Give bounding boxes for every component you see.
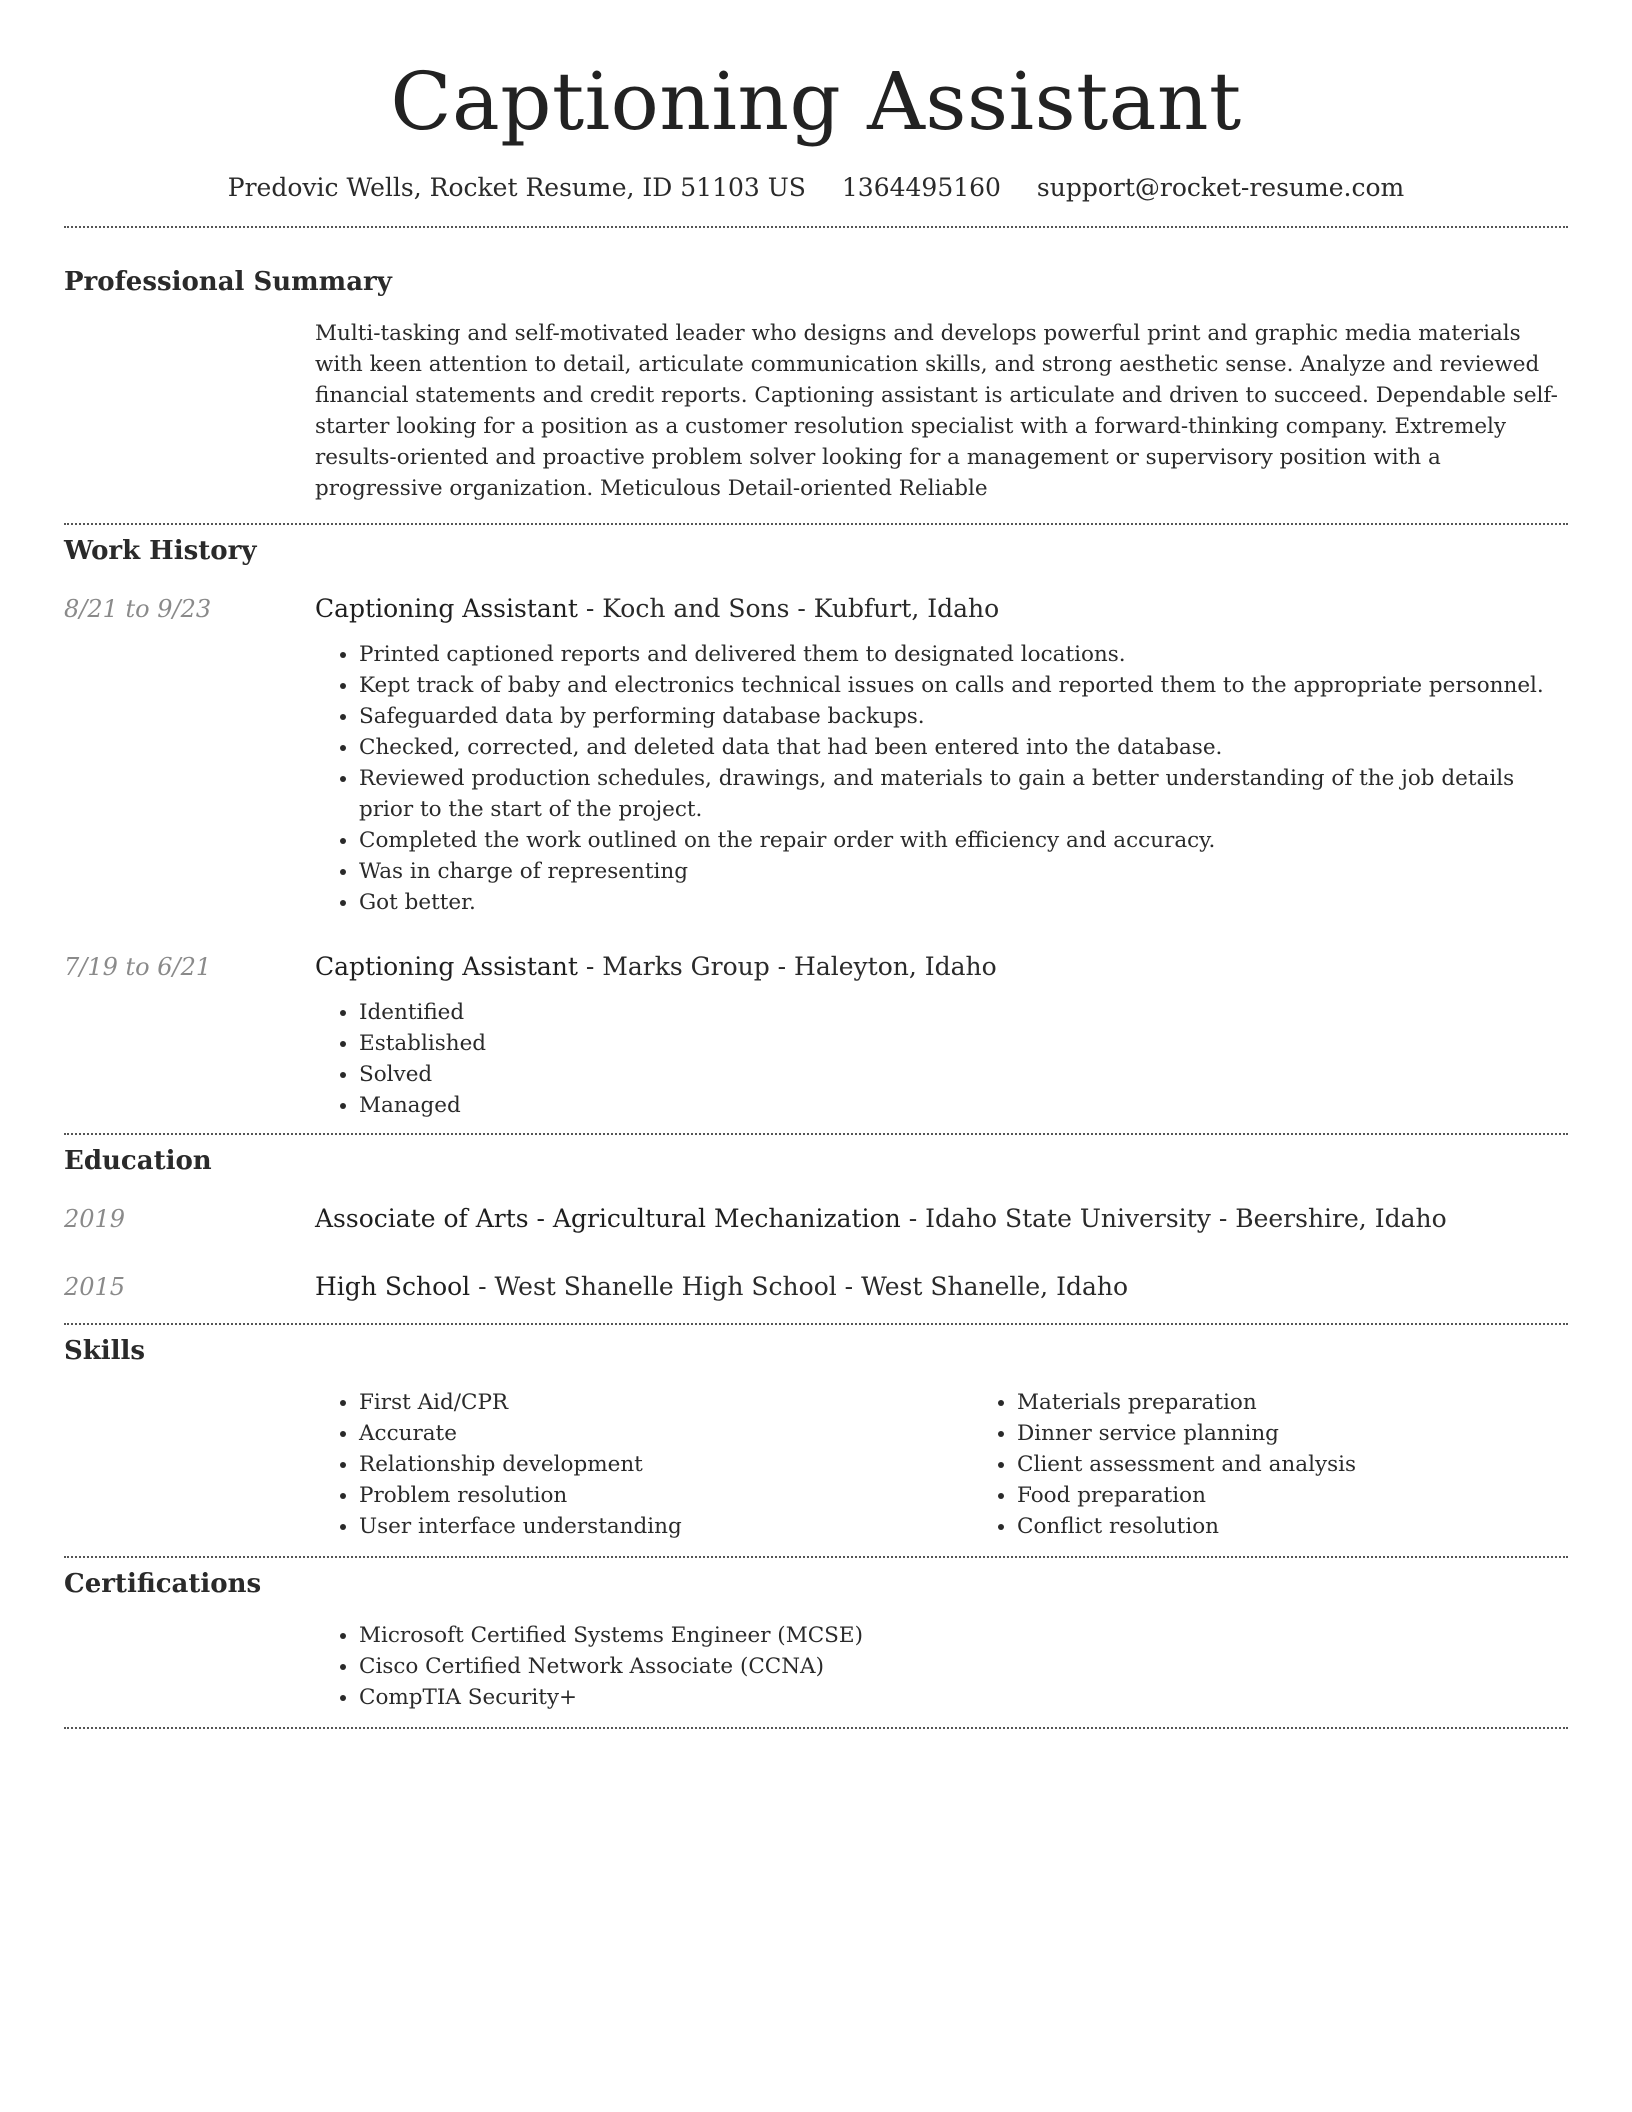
job-role: Captioning Assistant	[315, 594, 578, 623]
job-title	[315, 951, 1568, 983]
work-history-section	[64, 535, 1568, 1121]
education-heading: Education	[64, 1146, 212, 1176]
divider	[64, 1133, 1568, 1135]
education-entry	[64, 1203, 1568, 1235]
summary-section	[64, 266, 1568, 504]
skills-list-right	[973, 1387, 1568, 1542]
list-item: • Dinner service planning	[1017, 1418, 1568, 1449]
certifications-section	[64, 1568, 1568, 1713]
summary-text: Multi-tasking and self-motivated leader who designs and develops powerful print and graphic media materials with keen attention to detail, articulate communication skills, and strong aesthetic sense. Analyze and reviewed financial statements and credit reports. Captioning assistant is articulate and driven to succeed. Dependable self-starter looking for a position as a customer resolution specialist with a forward-thinking company. Extremely results-oriented and proactive problem solver looking for a management or supervisory position with a progressive organization. Meticulous Detail-oriented Reliable	[315, 321, 1558, 501]
skills-grid	[315, 1387, 1568, 1542]
skills-spacer	[64, 1387, 315, 1542]
list-item: • Accurate	[359, 1418, 973, 1449]
list-item: • First Aid/CPR	[359, 1387, 973, 1418]
education-title	[315, 1271, 1568, 1303]
list-item: • Conflict resolution	[1017, 1511, 1568, 1542]
skills-list-left	[315, 1387, 973, 1542]
job-employer: - Koch and Sons - Kubfurt, Idaho	[577, 594, 1000, 623]
job-bullets	[315, 997, 1568, 1121]
list-item: • Kept track of baby and electronics technical issues on calls and reported them to the appropriate personnel.	[359, 670, 1568, 701]
list-item: • Client assessment and analysis	[1017, 1449, 1568, 1480]
job-dates: 8/21 to 9/23	[64, 595, 212, 623]
divider	[64, 226, 1568, 228]
job-bullets	[315, 639, 1568, 918]
list-item: • Food preparation	[1017, 1480, 1568, 1511]
list-item: • Got better.	[359, 887, 1568, 918]
list-item: • Managed	[359, 1090, 1568, 1121]
education-school: - Idaho State University - Beershire, Idaho	[900, 1204, 1447, 1233]
list-item: • Identified	[359, 997, 1568, 1028]
summary-spacer	[64, 318, 315, 504]
skills-heading: Skills	[64, 1336, 146, 1366]
job-entry	[64, 593, 1568, 918]
certifications-list	[315, 1620, 1568, 1713]
list-item: • Reviewed production schedules, drawings, and materials to gain a better understanding of the job details prior to the start of the project.	[359, 763, 1568, 825]
education-year: 2019	[64, 1205, 126, 1233]
divider	[64, 1323, 1568, 1325]
certifications-spacer	[64, 1620, 315, 1713]
list-item: • Relationship development	[359, 1449, 973, 1480]
list-item: • Cisco Certified Network Associate (CCNA)	[359, 1651, 1568, 1682]
list-item: • Established	[359, 1028, 1568, 1059]
list-item: • Completed the work outlined on the repair order with efficiency and accuracy.	[359, 825, 1568, 856]
skills-section	[64, 1335, 1568, 1542]
job-role: Captioning Assistant	[315, 952, 578, 981]
education-entry	[64, 1271, 1568, 1303]
job-employer: - Marks Group - Haleyton, Idaho	[577, 952, 997, 981]
contact-address: Predovic Wells, Rocket Resume, ID 51103 US	[227, 173, 806, 202]
divider	[64, 1556, 1568, 1558]
job-title	[315, 593, 1568, 625]
contact-email: support@rocket-resume.com	[1036, 173, 1405, 202]
education-degree: High School	[315, 1272, 471, 1301]
list-item: • Microsoft Certified Systems Engineer (MCSE)	[359, 1620, 1568, 1651]
job-entry	[64, 951, 1568, 1121]
list-item: • Checked, corrected, and deleted data that had been entered into the database.	[359, 732, 1568, 763]
education-school: - West Shanelle High School - West Shanelle, Idaho	[470, 1272, 1128, 1301]
education-degree: Associate of Arts - Agricultural Mechanization	[315, 1204, 901, 1233]
list-item: • Safeguarded data by performing database backups.	[359, 701, 1568, 732]
resume-name: Captioning Assistant	[390, 55, 1242, 148]
education-title	[315, 1203, 1568, 1235]
education-section	[64, 1145, 1568, 1303]
list-item: • Printed captioned reports and delivered them to designated locations.	[359, 639, 1568, 670]
list-item: • CompTIA Security+	[359, 1682, 1568, 1713]
job-dates: 7/19 to 6/21	[64, 953, 212, 981]
list-item: • Was in charge of representing	[359, 856, 1568, 887]
summary-heading: Professional Summary	[64, 267, 392, 297]
list-item: • Solved	[359, 1059, 1568, 1090]
work-history-heading: Work History	[64, 536, 257, 566]
education-year: 2015	[64, 1273, 126, 1301]
list-item: • User interface understanding	[359, 1511, 973, 1542]
divider	[64, 1727, 1568, 1729]
contact-line	[64, 172, 1568, 204]
divider	[64, 523, 1568, 525]
contact-phone: 1364495160	[841, 173, 1001, 202]
list-item: • Materials preparation	[1017, 1387, 1568, 1418]
certifications-heading: Certifications	[64, 1569, 262, 1599]
list-item: • Problem resolution	[359, 1480, 973, 1511]
